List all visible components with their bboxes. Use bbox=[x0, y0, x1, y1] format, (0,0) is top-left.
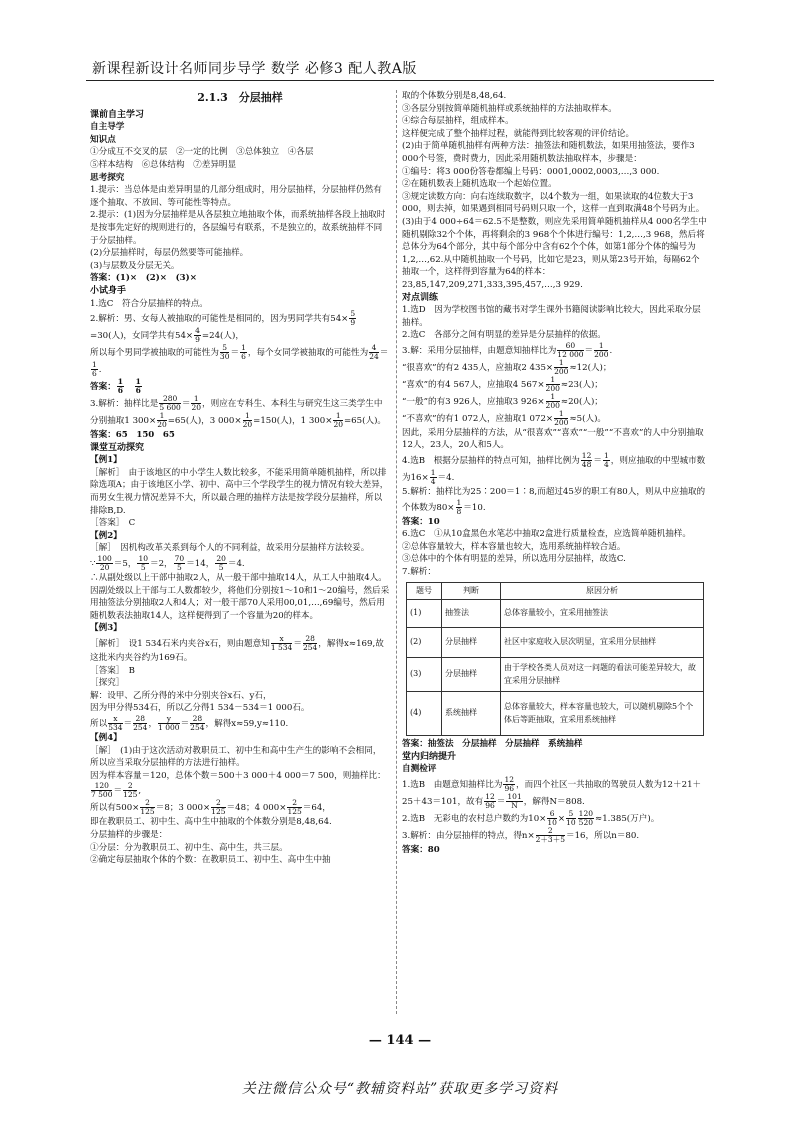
answer: 答案：80 bbox=[402, 845, 440, 855]
table-header: 判断 bbox=[442, 582, 501, 600]
right-column bbox=[402, 90, 708, 857]
paragraph: (2)由于简单随机抽样有两种方法：抽签法和随机数法，如果用抽签法，要作3 000个号签，费时费力，因此采用随机数法抽取样本，步骤是： bbox=[402, 141, 695, 164]
key-points: ①分成互不交叉的层 ②一定的比例 ③总体独立 ④各层 bbox=[90, 147, 314, 158]
table-cell: 抽签法 bbox=[442, 600, 501, 628]
paragraph: 这样便完成了整个抽样过程，就能得到比较客观的评价结论。 bbox=[402, 128, 635, 139]
paragraph: 解：设甲、乙所分得的米中分别夹谷x石、y石， bbox=[90, 690, 272, 701]
heading: 小试身手 bbox=[90, 285, 127, 296]
paragraph: ③总体中的个体有明显的差异，所以选用分层抽样，故选C. bbox=[402, 554, 626, 565]
paragraph: 2.选B 无彩电的农村总户数约为10× $\frac{6}{10}$ × $\frac{5}{10}$ $\frac{120}{520}$ ≈1.385(万户)。 bbox=[402, 809, 660, 827]
paragraph: (3)由于4 000÷64＝62.5不是整数，则应先采用简单随机抽样从4 000名学生中随机剔除32个个体，再将剩余的3 968个个体进行编号：1,2,…,3 968，然后将总体分为64个部分，其中每个部分中含有62个个体，如第1部分个体的编号为1,2,…,62.从中随机抽取一个号码，比如它是23，则从第23号开始，每隔62个抽取一个，这样得到容量为64的样本：23,85,147,209,271,333,395,457,…,3 929. bbox=[402, 216, 707, 290]
paragraph: ［解］ (1)由于这次活动对教职员工、初中生和高中生产生的影响不会相同，所以应当采取分层抽样的方法进行抽样。 bbox=[90, 745, 382, 769]
answer: 答案：(1)× (2)× (3)× bbox=[90, 273, 197, 284]
left-column bbox=[90, 90, 390, 867]
answer: 答案：65 150 65 bbox=[90, 430, 175, 441]
paragraph: 2.解析：男、女每人被抽取的可能性是相同的，因为男同学共有54× $\frac{5}{9}$ =30(人)，女同学共有54× $\frac{4}{9}$ =24(人)， bbox=[90, 309, 356, 345]
table-cell: (4) bbox=[407, 692, 442, 736]
paragraph: 1.选C 符合分层抽样的特点。 bbox=[90, 298, 208, 309]
paragraph: 3.解析：由分层抽样的特点，得n× $\frac{2}{2+3+5}$ ＝16，所以n＝80. bbox=[402, 826, 640, 844]
table-cell: 总体容量较小，宜采用抽签法 bbox=[501, 600, 704, 628]
paragraph: 因此，采用分层抽样的方法，从“很喜欢”“喜欢”“一般”“不喜欢”的人中分别抽取12人，23人，20人和5人。 bbox=[402, 427, 704, 451]
table-header-row bbox=[407, 582, 704, 600]
paragraph: 取的个体数分别是8,48,64. bbox=[402, 91, 507, 101]
paragraph: ③各层分别按简单随机抽样或系统抽样的方法抽取样本。 bbox=[402, 103, 617, 114]
table-row bbox=[407, 600, 704, 628]
paragraph: 因副处级以上干部与工人数都较少，将他们分别按1～10和1～20编号，然后采用抽签法分别抽取2人和4人；对一般干部70人采用00,01,…,69编号，然后用随机数表法抽取14人，这样便得到了一个容量为20的样本。 bbox=[90, 585, 390, 621]
paragraph: 6.选C ①从10盒黑色水笔芯中抽取2盒进行质量检查，应选简单随机抽样。 bbox=[402, 529, 691, 540]
paragraph: (2)分层抽样时，每层仍然要等可能抽样。 bbox=[90, 248, 249, 259]
paragraph: ②在随机数表上随机选取一个起始位置。 bbox=[402, 179, 557, 190]
table-header: 原因分析 bbox=[501, 582, 704, 600]
paragraph: 因为样本容量＝120，总体个数＝500＋3 000＋4 000＝7 500，则抽样比： $\frac{120}{7 500}$ ＝ $\frac{2}{125}$ , bbox=[90, 770, 386, 800]
paragraph: ［解］ 因机构改革关系到每个人的不同利益，故采用分层抽样方法较妥。 bbox=[90, 543, 370, 554]
paragraph: “不喜欢”的有1 072人，应抽取1 072× $\frac{1}{200}$ ≈5(人)。 bbox=[402, 408, 607, 427]
equation: 所以有500× $\frac{2}{125}$ ＝8；3 000× $\frac{2}{125}$ ＝48；4 000× $\frac{2}{125}$ ＝64， bbox=[90, 798, 331, 817]
subheading: ［探究］ bbox=[90, 678, 125, 689]
section-title: 2.1.3 分层抽样 bbox=[197, 91, 283, 104]
paragraph: 1.选D 因为学校图书馆的藏书对学生课外书籍阅读影响比较大，因此采取分层抽样。 bbox=[402, 305, 701, 328]
subheading: 自测检评 bbox=[402, 764, 437, 775]
table-cell: 系统抽样 bbox=[442, 692, 501, 736]
analysis-table bbox=[406, 582, 704, 737]
key-points: ⑤样本结构 ⑥总体结构 ⑦差异明显 bbox=[90, 159, 237, 170]
paragraph: ［解析］ 设1 534石米内夹谷x石，则由题意知 $\frac{x}{1 534}$ ＝ $\frac{28}{254}$ ，解得x≈169,故这批米内夹谷约为169石。 bbox=[90, 634, 384, 663]
table-cell: 分层抽样 bbox=[442, 658, 501, 692]
table-cell: (3) bbox=[407, 658, 442, 692]
heading: 堂内归纳提升 bbox=[402, 751, 457, 762]
paragraph: 因为甲分得534石，所以乙分得1 534－534＝1 000石。 bbox=[90, 703, 310, 714]
equation: ∵ $\frac{100}{20}$ ＝5， $\frac{10}{5}$ ＝2， $\frac{70}{5}$ ＝14， $\frac{20}{5}$ ＝4. bbox=[90, 554, 245, 573]
table-cell: 分层抽样 bbox=[442, 628, 501, 658]
answer: ［答案］ B bbox=[90, 665, 135, 676]
footer-note: 关注微信公众号“教辅资料站”获取更多学习资料 bbox=[241, 1081, 559, 1097]
paragraph: ④综合每层抽样，组成样本。 bbox=[402, 116, 514, 127]
answer: ［答案］ C bbox=[90, 518, 136, 529]
subheading: 思考探究 bbox=[90, 172, 125, 183]
paragraph: 2.提示：(1)因为分层抽样是从各层独立地抽取个体，而系统抽样各段上抽取时是按事先定好的规则进行的，各层编号有联系，不是独立的，故系统抽样不同于分层抽样。 bbox=[90, 210, 386, 246]
table-cell: 总体容量较大，样本容量也较大，可以随机剔除5个个体后等距抽取，宜采用系统抽样 bbox=[501, 692, 704, 736]
page-number: — 144 — bbox=[368, 1033, 432, 1048]
paragraph: 3.解：采用分层抽样，由题意知抽样比为 $\frac{60}{12 000}$ ＝ $\frac{1}{200}$ . bbox=[402, 340, 613, 359]
table-row bbox=[407, 628, 704, 658]
paragraph: 3.解析：抽样比是 $\frac{280}{5 600}$ ＝ $\frac{1}{20}$ ，则应在专科生、本科生与研究生这三类学生中分别抽取1 300× $\frac{1}{20}$ =65(人)，3 000× $\frac{1}{20}$ =150(人)，1 300× $\frac{1}{20}$ =65(人)。 bbox=[90, 394, 387, 430]
paragraph: (3)与层数及分层无关。 bbox=[90, 260, 180, 271]
table-cell: 由于学校各类人员对这一问题的看法可能差异较大，故宜采用分层抽样 bbox=[501, 658, 704, 692]
paragraph: 1.提示：当总体是由差异明显的几部分组成时，用分层抽样，分层抽样仍然有逐个抽取、不放回、等可能性等特点。 bbox=[90, 185, 382, 208]
table-header: 题号 bbox=[407, 582, 442, 600]
paragraph: ①分层：分为教职员工、初中生、高中生，共三层。 bbox=[90, 842, 288, 853]
running-header: 新课程新设计名师同步导学 数学 必修3 配人教A版 bbox=[92, 61, 417, 77]
answer: 答案：抽签法 分层抽样 分层抽样 系统抽样 bbox=[402, 739, 583, 750]
heading: 课前自主学习 bbox=[90, 109, 145, 120]
table-row bbox=[407, 692, 704, 736]
paragraph: “很喜欢”的有2 435人，应抽取2 435× $\frac{1}{200}$ ≈12(人)； bbox=[402, 357, 612, 376]
example-label: 【例1】 bbox=[90, 455, 122, 466]
heading: 对点训练 bbox=[402, 292, 439, 303]
paragraph: ①编号：将3 000份答卷都编上号码：0001,0002,0003,…,3 000. bbox=[402, 166, 660, 177]
paragraph: “一般”的有3 926人，应抽取3 926× $\frac{1}{200}$ ≈20(人)； bbox=[402, 391, 603, 410]
table-cell: (1) bbox=[407, 600, 442, 628]
answer: 答案： $\frac{1}{6}$ $\frac{1}{6}$ bbox=[90, 377, 141, 396]
example-label: 【例2】 bbox=[90, 530, 122, 541]
table-cell: 社区中家庭收入层次明显，宜采用分层抽样 bbox=[501, 628, 704, 658]
example-label: 【例4】 bbox=[90, 732, 122, 743]
paragraph: ∴从副处级以上干部中抽取2人，从一般干部中抽取14人，从工人中抽取4人。 bbox=[90, 573, 387, 584]
paragraph: 4.选B 根据分层抽样的特点可知，抽样比例为 $\frac{12}{48}$ ＝ $\frac{1}{4}$ ，则应抽取的中型城市数为16× $\frac{1}{4}$ ＝4. bbox=[402, 451, 706, 487]
paragraph: 1.选B 由题意知抽样比为 $\frac{12}{96}$ ，而四个社区一共抽取的驾驶员人数为12＋21＋25＋43＝101，故有 $\frac{12}{96}$ ＝ $\frac{101}{N}$ ，解得N＝808. bbox=[402, 775, 702, 810]
paragraph: ②确定每层抽取个体的个数：在教职员工、初中生、高中生中抽 bbox=[90, 855, 331, 866]
paragraph: 5.解析：抽样比为25∶200＝1∶8,而超过45岁的职工有80人，则从中应抽取的个体数为80× $\frac{1}{8}$ ＝10. bbox=[402, 487, 706, 516]
heading: 课堂互动探究 bbox=[90, 442, 145, 453]
paragraph: 2.选C 各部分之间有明显的差异是分层抽样的依据。 bbox=[402, 330, 606, 341]
table-cell: (2) bbox=[407, 628, 442, 658]
subheading: 知识点 bbox=[90, 134, 116, 145]
paragraph: “喜欢”的有4 567人，应抽取4 567× $\frac{1}{200}$ ≈23(人)； bbox=[402, 374, 603, 393]
paragraph: ③规定读数方向：向右连续取数字，以4个数为一组，如果读取的4位数大于3 000，则去掉，如果遇到相同号码则只取一个，这样一直到取满48个号码为止。 bbox=[402, 191, 705, 215]
equation: 所以 $\frac{x}{534}$ ＝ $\frac{28}{254}$ ， $\frac{y}{1 000}$ ＝ $\frac{28}{254}$ ，解得x≈59,y≈110. bbox=[90, 713, 289, 732]
paragraph: ［解析］ 由于该地区的中小学生人数比较多，不能采用简单随机抽样，所以排除选项A；由于该地区小学、初中、高中三个学段学生的视力情况有较大差异，而男女生视力情况差异不大，所以最合理的抽样方法是按学段分层抽样，所以排除B,D. bbox=[90, 467, 389, 516]
paragraph: 分层抽样的步骤是： bbox=[90, 829, 168, 840]
answer: 答案：10 bbox=[402, 516, 440, 527]
header-rule bbox=[86, 80, 714, 81]
paragraph: 所以每个男同学被抽取的可能性为 $\frac{5}{30}$ ＝ $\frac{1}{6}$ ，每个女同学被抽取的可能性为 $\frac{4}{24}$ ＝ $\frac{1}{6}$ . bbox=[90, 343, 389, 379]
paragraph: 7.解析： bbox=[402, 567, 436, 578]
subheading: 自主导学 bbox=[90, 122, 125, 133]
paragraph: 即在教职员工、初中生、高中生中抽取的个体数分别是8,48,64. bbox=[90, 817, 332, 828]
paragraph: ②总体容量较大，样本容量也较大，选用系统抽样较合适。 bbox=[402, 541, 626, 552]
example-label: 【例3】 bbox=[90, 623, 122, 634]
column-divider bbox=[396, 90, 397, 1014]
table-row bbox=[407, 658, 704, 692]
